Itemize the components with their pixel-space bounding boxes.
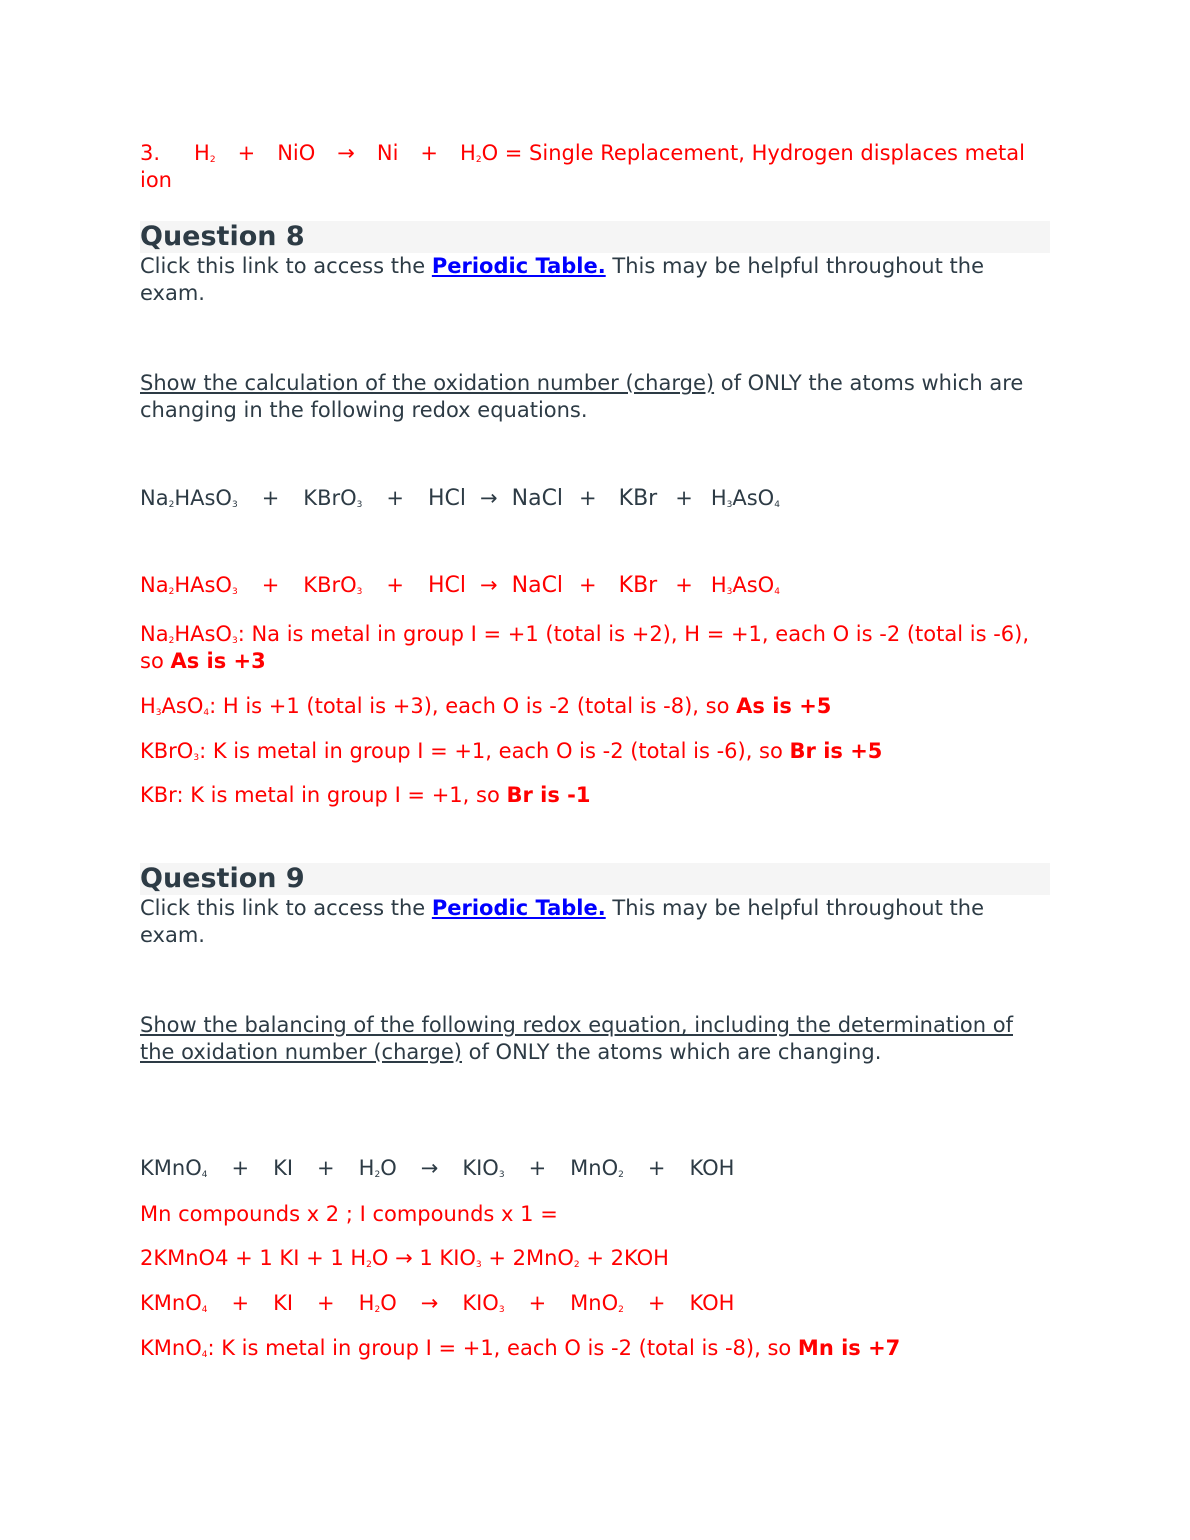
plus-sign: + <box>317 1291 335 1315</box>
subscript: 2 <box>209 155 216 165</box>
formula-text: O <box>481 141 499 165</box>
arrow: → <box>420 1156 439 1180</box>
formula-text: HCl <box>427 486 467 511</box>
formula-text: H <box>140 694 156 718</box>
formula-text: 2KMnO4 + 1 KI + 1 H <box>140 1246 367 1270</box>
plus-sign: + <box>237 141 256 165</box>
plus-sign: + <box>579 486 597 510</box>
plus-sign: + <box>386 486 404 510</box>
subscript: 3 <box>231 587 238 597</box>
question-8-intro <box>140 253 1052 307</box>
formula-text: KIO <box>462 1291 499 1315</box>
subscript: 2 <box>374 1305 381 1315</box>
subscript: 2 <box>374 1170 381 1180</box>
subscript: 3 <box>155 708 162 718</box>
formula-text: H <box>358 1156 375 1180</box>
question-8-instructions <box>140 370 1052 424</box>
formula-text: Ni <box>376 141 399 165</box>
subscript: 4 <box>201 1305 208 1315</box>
formula-text: + 2MnO <box>481 1246 574 1270</box>
periodic-table-link[interactable]: Periodic Table. <box>431 254 606 278</box>
subscript: 2 <box>618 1305 624 1315</box>
plus-sign: + <box>528 1291 547 1315</box>
instruction-text: of ONLY the atoms which are changing. <box>461 1040 882 1064</box>
formula-text: KMnO <box>140 1291 202 1315</box>
formula-text: HAsO <box>174 622 232 646</box>
formula-text: Na <box>140 622 169 646</box>
formula-text: MnO <box>570 1156 619 1180</box>
question-8-equation <box>140 485 780 512</box>
plus-sign: + <box>579 573 597 597</box>
formula-text: KBr <box>618 486 658 511</box>
intro-text: This may be helpful throughout the exam. <box>140 254 984 305</box>
subscript: 3 <box>356 500 363 510</box>
arrow: → <box>480 486 498 510</box>
question-8-answer-2 <box>140 693 1052 720</box>
answer-result: Br is +5 <box>789 739 883 763</box>
arrow: → <box>420 1291 439 1315</box>
intro-text: Click this link to access the <box>140 896 432 920</box>
answer-result: Br is -1 <box>506 783 591 807</box>
formula-text: AsO <box>732 486 775 510</box>
plus-sign: + <box>231 1291 250 1315</box>
subscript: 4 <box>774 587 780 597</box>
answer-text: : Na is metal in group I = +1 (total is +2), H = +1, each O is -2 (total is -6), so <box>140 622 1030 673</box>
plus-sign: + <box>647 1291 666 1315</box>
question-8-answer-equation <box>140 572 780 599</box>
subscript: 4 <box>774 500 780 510</box>
subscript: 2 <box>168 500 175 510</box>
question-8-answer-1 <box>140 621 1052 675</box>
subscript: 2 <box>366 1260 372 1270</box>
arrow: → <box>337 141 355 165</box>
question-9-answer-1 <box>140 1335 1052 1362</box>
instruction-underlined: Show the calculation of the oxidation number (charge) <box>140 371 715 395</box>
question-9-answer-equation <box>140 1290 734 1317</box>
formula-text: MnO <box>570 1291 619 1315</box>
subscript: 3 <box>498 1170 505 1180</box>
plus-sign: + <box>647 1156 666 1180</box>
formula-text: H <box>710 573 727 597</box>
plus-sign: + <box>675 573 693 597</box>
formula-text: Na <box>140 573 169 597</box>
formula-text: AsO <box>732 573 775 597</box>
subscript: 3 <box>193 753 200 763</box>
answer-text: = Single Replacement, Hydrogen displaces metal ion <box>140 141 1025 192</box>
question-9-instructions <box>140 1012 1052 1066</box>
formula-text: KBrO <box>303 486 357 510</box>
formula-text: H <box>194 141 210 165</box>
periodic-table-link[interactable]: Periodic Table. <box>431 896 606 920</box>
formula-text: KMnO <box>140 1336 202 1360</box>
question-9-balanced-equation <box>140 1245 1052 1272</box>
answer-result: As is +5 <box>736 694 832 718</box>
subscript: 2 <box>475 155 482 165</box>
formula-text: + 2KOH <box>579 1246 669 1270</box>
formula-text: O → 1 KIO <box>371 1246 476 1270</box>
formula-text: KIO <box>462 1156 499 1180</box>
formula-text: KBrO <box>140 739 194 763</box>
subscript: 4 <box>201 1350 208 1360</box>
question-8-answer-4 <box>140 782 1052 809</box>
formula-text: H <box>358 1291 375 1315</box>
plus-sign: + <box>261 486 280 510</box>
subscript: 3 <box>726 587 733 597</box>
plus-sign: + <box>386 573 404 597</box>
instruction-underlined: Show the balancing of the following redox equation, including the determination of the oxidation number (charge) <box>140 1013 1013 1064</box>
formula-text: NiO <box>277 141 316 165</box>
formula-text: Na <box>140 486 169 510</box>
subscript: 3 <box>498 1305 505 1315</box>
subscript: 3 <box>726 500 733 510</box>
plus-sign: + <box>528 1156 547 1180</box>
answer-text: : K is metal in group I = +1, each O is -2 (total is -8), so <box>207 1336 798 1360</box>
subscript: 2 <box>618 1170 624 1180</box>
subscript: 3 <box>231 500 238 510</box>
answer-text: : H is +1 (total is +3), each O is -2 (total is -8), so <box>209 694 737 718</box>
subscript: 3 <box>475 1260 482 1270</box>
question-9-multiplier: Mn compounds x 2 ; I compounds x 1 = <box>140 1202 558 1226</box>
answer-result: As is +3 <box>170 649 266 673</box>
formula-text: KMnO <box>140 1156 202 1180</box>
plus-sign: + <box>261 573 280 597</box>
answer-text: : K is metal in group I = +1, each O is -2 (total is -6), so <box>199 739 790 763</box>
formula-text: HAsO <box>174 486 232 510</box>
plus-sign: + <box>231 1156 250 1180</box>
formula-text: KOH <box>689 1291 735 1315</box>
question-9-intro <box>140 895 1052 949</box>
plus-sign: + <box>675 486 693 510</box>
arrow: → <box>480 573 498 597</box>
subscript: 3 <box>231 636 238 646</box>
formula-text: O <box>380 1156 397 1180</box>
question-8-heading: Question 8 <box>140 221 1050 253</box>
subscript: 3 <box>356 587 363 597</box>
question-9-equation <box>140 1155 734 1182</box>
answer-3 <box>140 140 1052 194</box>
subscript: 2 <box>573 1260 580 1270</box>
question-8-answer-3 <box>140 738 1052 765</box>
formula-text: KI <box>273 1156 294 1180</box>
formula-text: KBrO <box>303 573 357 597</box>
instruction-text: of ONLY the atoms which are changing in the following redox equations. <box>140 371 1024 422</box>
intro-text: Click this link to access the <box>140 254 432 278</box>
intro-text: This may be helpful throughout the exam. <box>140 896 984 947</box>
subscript: 4 <box>201 1170 208 1180</box>
subscript: 4 <box>203 708 210 718</box>
question-9-heading: Question 9 <box>140 863 1050 895</box>
formula-text: HAsO <box>174 573 232 597</box>
formula-text: KBr <box>618 573 658 598</box>
subscript: 2 <box>168 636 175 646</box>
formula-text: AsO <box>161 694 204 718</box>
answer-text: KBr: K is metal in group I = +1, so <box>140 783 507 807</box>
formula-text: NaCl <box>511 486 564 511</box>
formula-text: H <box>710 486 727 510</box>
plus-sign: + <box>420 141 439 165</box>
answer-number: 3. <box>140 141 161 165</box>
formula-text: HCl <box>427 573 467 598</box>
formula-text: O <box>380 1291 397 1315</box>
formula-text: NaCl <box>511 573 564 598</box>
formula-text: KI <box>273 1291 294 1315</box>
answer-result: Mn is +7 <box>797 1336 901 1360</box>
formula-text: KOH <box>689 1156 735 1180</box>
formula-text: H <box>460 141 476 165</box>
subscript: 2 <box>168 587 175 597</box>
plus-sign: + <box>317 1156 335 1180</box>
